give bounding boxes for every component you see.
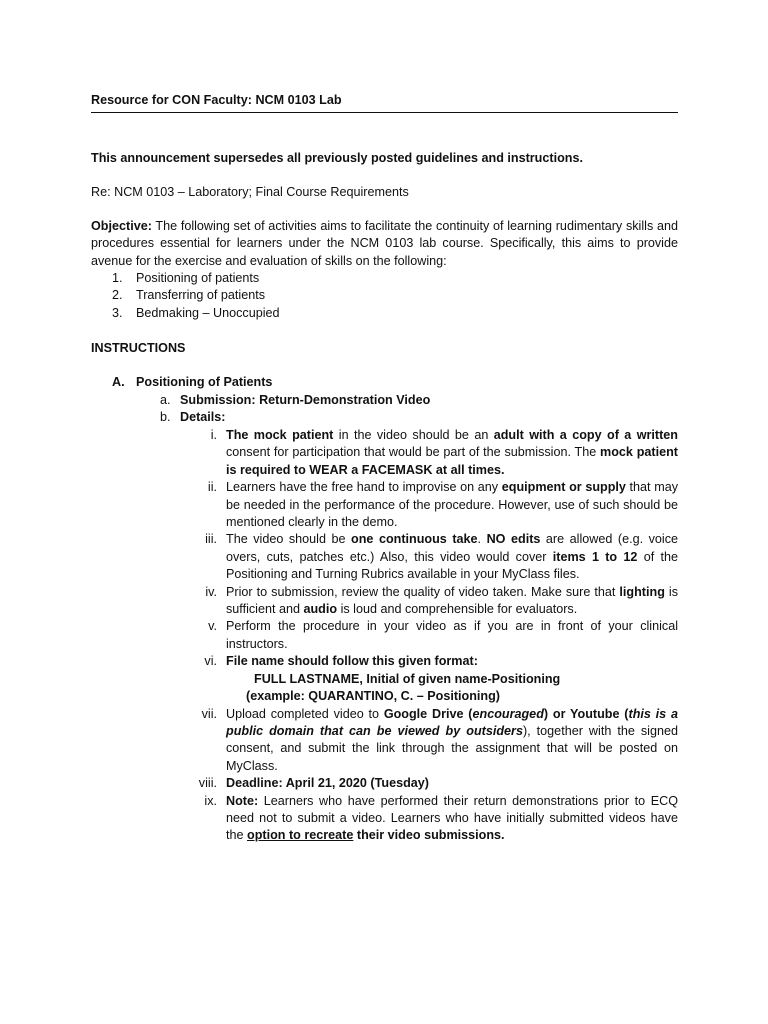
list-item [91,287,678,304]
detail-item-iv [190,584,678,619]
detail-marker: iii. [205,532,217,547]
list-item-text: Bedmaking – Unoccupied [136,305,280,320]
detail-text: Prior to submission, review the quality of video taken. Make sure that [226,584,620,599]
detail-text: one continuous take [351,532,478,547]
detail-text: Perform the procedure in your video as if you are in front of your clinical instructors. [226,619,678,651]
detail-marker: iv. [205,584,217,599]
detail-text: Upload completed video to [226,706,384,721]
detail-text: NO edits [486,532,541,547]
section-marker: A. [112,375,125,389]
file-name-example: (example: QUARANTINO, C. – Positioning) [246,689,500,704]
detail-text: of the Positioning and Turning Rubrics available in your MyClass files. [226,549,678,582]
detail-text: File name should follow this given format: [226,654,478,669]
detail-text: encouraged [472,706,544,721]
detail-text: The mock patient [226,428,334,442]
detail-text: ( [619,706,629,721]
detail-item-vii [190,706,678,776]
deadline-text: Deadline: April 21, 2020 (Tuesday) [226,776,429,791]
detail-marker: i. [210,428,217,442]
detail-text: The video should be [226,532,352,547]
detail-text: . [477,532,487,547]
subitem-b [160,409,678,426]
detail-item-iii [190,531,678,583]
detail-text: Learners who have performed their return demonstrations prior to ECQ need not to submit a video. Learners who have initially submitted videos have the [226,793,678,843]
detail-text: or Youtube [552,706,620,721]
detail-marker: ix. [204,793,217,808]
detail-text: items 1 to 12 [552,549,638,564]
detail-text: audio [303,602,338,617]
detail-text: their video submissions. [353,828,505,843]
detail-item-v [190,618,678,653]
detail-item-ix [190,793,678,845]
re-line: Re: NCM 0103 – Laboratory; Final Course Requirements [91,185,409,199]
subitem-marker: a. [160,393,171,407]
detail-text: is loud and comprehensible for evaluators. [337,602,578,617]
supersede-notice: This announcement supersedes all previously posted guidelines and instructions. [91,151,583,165]
file-name-format: FULL LASTNAME, Initial of given name-Positioning [254,671,561,686]
detail-text: Google Drive [383,706,464,721]
detail-text: is sufficient and [226,584,679,617]
detail-text: mock patient is required to WEAR a FACEMASK at all times. [226,445,679,477]
objective-label: Objective: [91,219,152,233]
detail-text: in the video should be an [333,428,494,442]
detail-marker: viii. [198,776,217,791]
objective-text: The following set of activities aims to facilitate the continuity of learning rudimentary skills and procedures essential for learners under the NCM 0103 lab course. Specifically, this aims to provide avenue for the exercise and evaluation of skills on the following: [91,219,678,268]
subitem-a [160,392,678,409]
detail-item-viii [190,775,678,792]
detail-text: this is a public domain that can be viewed by outsiders [226,706,678,738]
section-a-heading [91,374,678,391]
detail-text: ) [543,706,553,721]
detail-text: option to recreate [247,828,354,843]
list-marker: 3. [112,305,123,320]
detail-text: ), together with the signed consent, and submit the link through the assignment that will be posted on MyClass. [226,723,678,773]
detail-text: Learners have the free hand to improvise on any [226,480,502,495]
subitem-marker: b. [160,410,171,424]
skills-list [91,270,678,322]
detail-text: Note: [226,793,259,808]
detail-text: that may be needed in the performance of the procedure. However, use of such should be mentioned clearly in the demo. [226,480,678,530]
detail-marker: ii. [207,480,217,495]
detail-text: equipment or supply [501,480,626,495]
list-item-text: Transferring of patients [136,288,266,303]
subitem-text: Details: [180,410,226,424]
detail-text: consent for participation that would be part of the submission. The [226,445,601,460]
subitem-text: Submission: Return-Demonstration Video [180,393,431,407]
detail-text: are allowed (e.g. voice overs, cuts, patches etc.) Also, this video would cover [226,532,678,564]
instructions-heading: INSTRUCTIONS [91,341,186,355]
list-item-text: Positioning of patients [136,271,260,285]
list-item [91,305,678,322]
detail-text: ( [463,706,473,721]
list-item [91,270,678,287]
detail-text: lighting [619,584,665,599]
detail-text: adult with a copy of a written [493,428,678,442]
document-header: Resource for CON Faculty: NCM 0103 Lab [91,92,678,113]
detail-marker: vi. [204,654,217,669]
detail-item-i [190,427,678,479]
detail-marker: vii. [201,706,217,721]
details-list [190,427,678,845]
detail-marker: v. [208,619,217,634]
section-title: Positioning of Patients [136,375,273,389]
list-marker: 1. [112,271,123,285]
list-marker: 2. [112,288,123,303]
detail-item-vi [190,653,678,705]
detail-item-ii [190,479,678,531]
objective-paragraph [91,218,678,270]
